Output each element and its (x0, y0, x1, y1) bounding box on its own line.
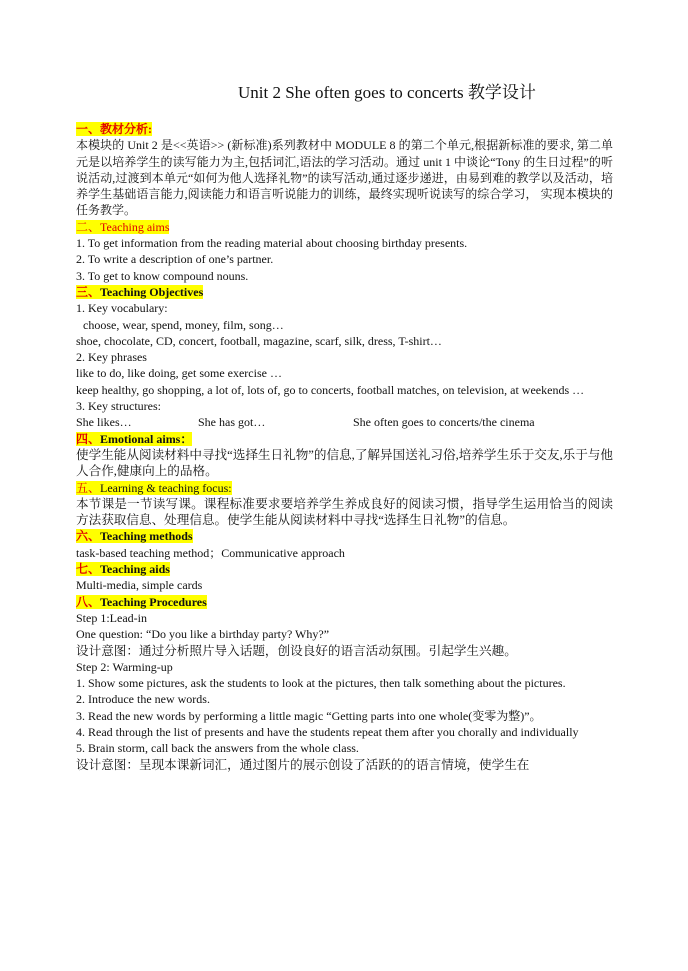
section-4-body: 使学生能从阅读材料中寻找“选择生日礼物”的信息,了解异国送礼习俗,培养学生乐于交友,乐于与他人合作,健康向上的品格。 (76, 447, 613, 479)
aim-item-1: 1. To get information from the reading material about choosing birthday presents. (76, 236, 468, 251)
section-5-title: Learning & teaching focus: (100, 480, 232, 495)
section-8-title: Teaching Procedures (100, 594, 207, 609)
procedure-item-5: 5. Brain storm, call back the answers from the whole class. (76, 741, 359, 756)
step-1-label: Step 1:Lead-in (76, 610, 147, 625)
step-1-question: One question: “Do you like a birthday party? Why?” (76, 627, 330, 642)
section-8-number: 八、 (76, 594, 101, 609)
step-2-label: Step 2: Warming-up (76, 659, 173, 674)
section-3-title: Teaching Objectives (100, 284, 204, 299)
section-2-title: Teaching aims (100, 219, 170, 234)
document-body (76, 121, 613, 773)
section-7-heading (76, 561, 613, 577)
section-4-title: Emotional aims： (100, 431, 193, 446)
procedure-item-1: 1. Show some pictures, ask the students to look at the pictures, then talk something about the pictures. (76, 676, 566, 691)
key-phrases-line-2: keep healthy, go shopping, a lot of, lots of, go to concerts, football matches, on television, at weekends … (76, 382, 585, 397)
structure-3: She often goes to concerts/the cinema (353, 415, 535, 430)
key-structures-label: 3. Key structures: (76, 399, 161, 414)
section-4-heading (76, 431, 613, 447)
key-vocabulary-verbs: choose, wear, spend, money, film, song… (83, 317, 284, 332)
section-7-title: Teaching aids (100, 562, 170, 577)
section-7-number: 七、 (76, 562, 101, 577)
key-structures-row (76, 414, 613, 430)
section-2-number: 二、 (76, 219, 101, 234)
section-5-heading (76, 480, 613, 496)
aim-item-2: 2. To write a description of one’s partner. (76, 252, 274, 267)
section-1-number: 一、 (76, 122, 101, 136)
procedure-item-2: 2. Introduce the new words. (76, 692, 210, 707)
section-3-heading (76, 284, 613, 300)
section-1-body: 本模块的 Unit 2 是<<英语>> (新标准)系列教材中 MODULE 8 的第二个单元,根据新标准的要求, 第二单元是以培养学生的读写能力为主,包括词汇,语法的学习活动。通过 unit 1 中谈论“Tony 的生日过程”的听说活动,过渡到本单元“如何为他人选择礼物”的读写活动,通过逐步递进，由易到难的教学以及活动，培养学生基础语言能力,阅读能力和语言听说能力的训练，最终实现听说读写的综合学习， 实现本模块的任务教学。 (76, 138, 613, 218)
document-title: Unit 2 She often goes to concerts 教学设计 (238, 83, 536, 102)
section-3-number: 三、 (76, 284, 101, 299)
section-5-number: 五、 (76, 480, 101, 495)
section-4-number: 四、 (76, 431, 101, 446)
section-5-body: 本节课是一节读写课。课程标准要求要培养学生养成良好的阅读习惯，指导学生运用恰当的阅读方法获取信息、处理信息。使学生能从阅读材料中寻找“选择生日礼物”的信息。 (76, 496, 613, 528)
section-6-title: Teaching methods (100, 529, 193, 544)
section-1-title: 教材分析: (100, 122, 153, 136)
section-6-number: 六、 (76, 529, 101, 544)
key-phrases-line-1: like to do, like doing, get some exercise … (76, 366, 282, 381)
section-6-body: task-based teaching method；Communicative approach (76, 545, 345, 560)
structure-2: She has got… (198, 415, 266, 430)
step-1-design-intent: 设计意图：通过分析照片导入话题，创设良好的语言活动氛围。引起学生兴趣。 (76, 643, 517, 658)
section-2-heading (76, 219, 613, 235)
procedure-item-3: 3. Read the new words by performing a little magic “Getting parts into one whole(变零为整)”。 (76, 708, 542, 723)
section-1-heading (76, 121, 613, 137)
aim-item-3: 3. To get to know compound nouns. (76, 268, 249, 283)
structure-1: She likes… (76, 415, 132, 430)
step-2-design-intent: 设计意图：呈现本课新词汇，通过图片的展示创设了活跃的的语言情境，使学生在 (76, 757, 530, 772)
section-8-heading (76, 594, 613, 610)
section-7-body: Multi-media, simple cards (76, 578, 203, 593)
section-6-heading (76, 528, 613, 544)
procedure-item-4: 4. Read through the list of presents and have the students repeat them after you chorally and individually (76, 724, 579, 739)
key-phrases-label: 2. Key phrases (76, 350, 147, 365)
key-vocabulary-nouns: shoe, chocolate, CD, concert, football, magazine, scarf, silk, dress, T-shirt… (76, 333, 442, 348)
key-vocabulary-label: 1. Key vocabulary: (76, 301, 168, 316)
